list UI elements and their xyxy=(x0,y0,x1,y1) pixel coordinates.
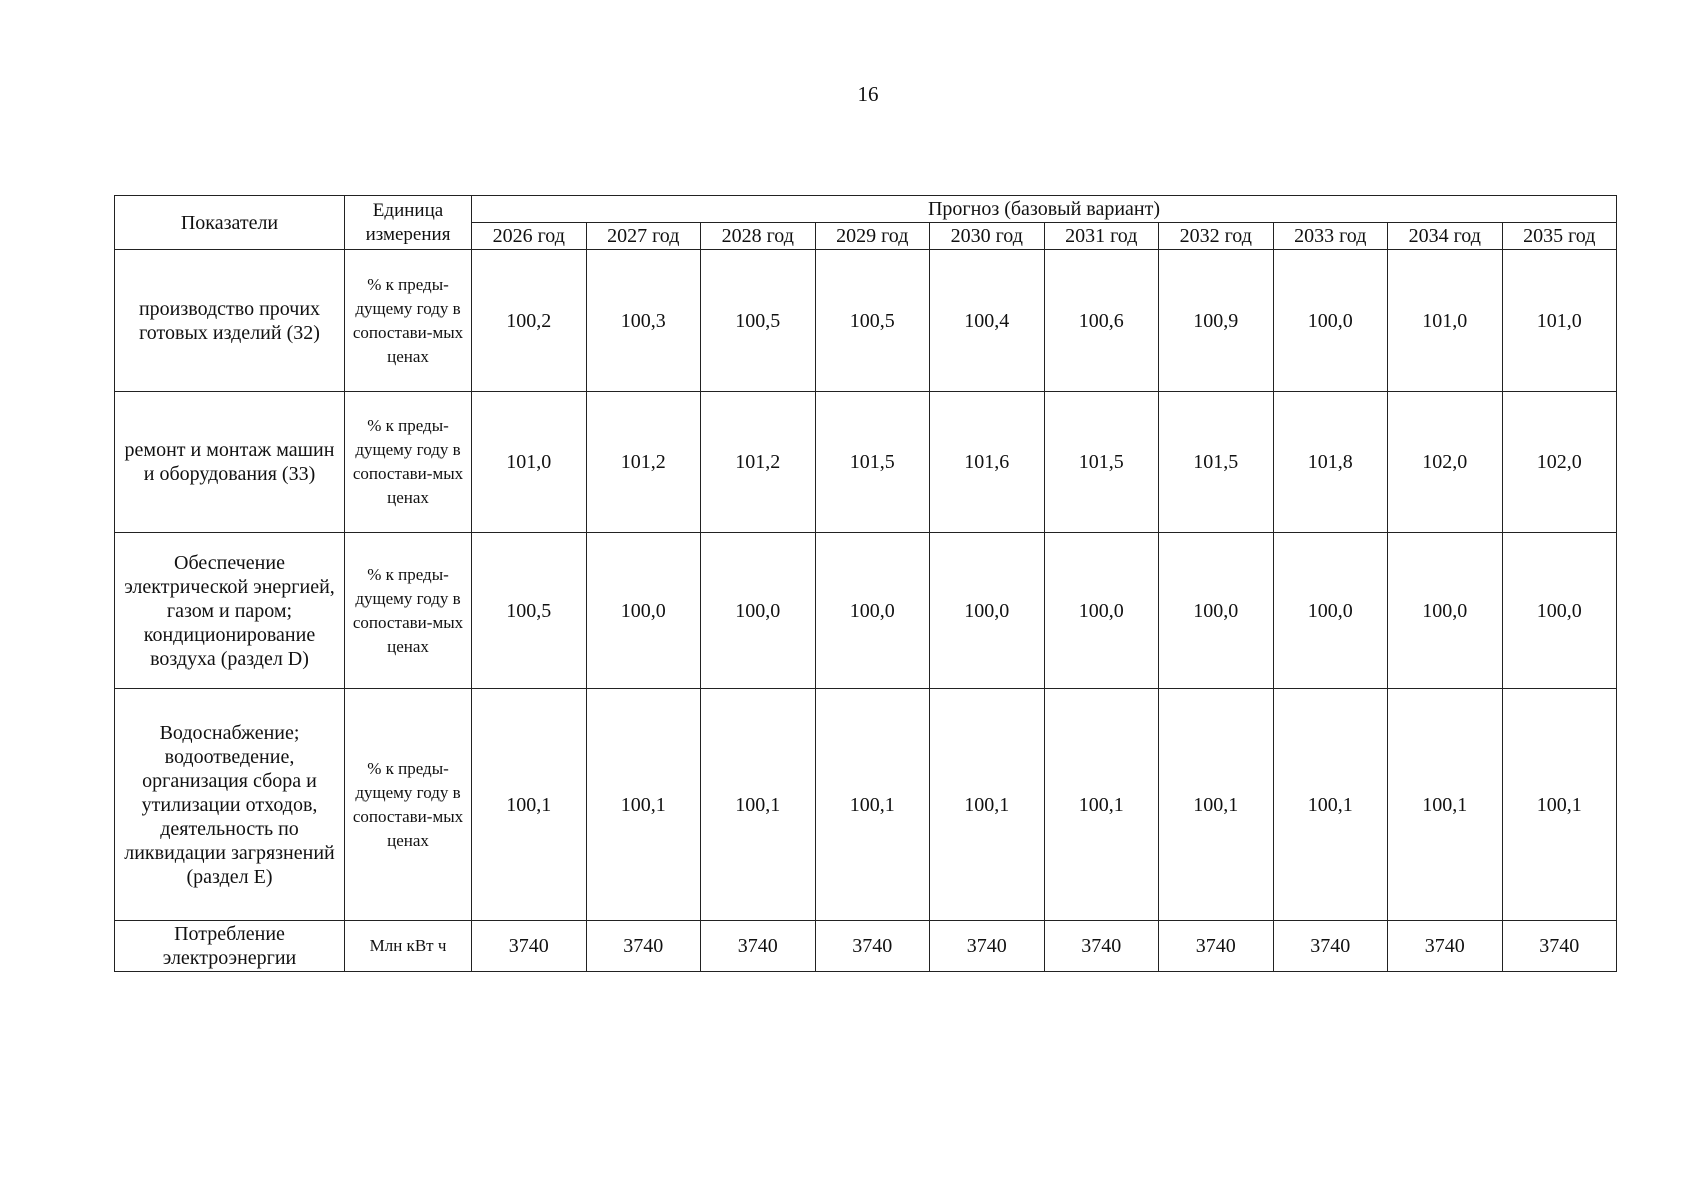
value-cell: 100,5 xyxy=(472,533,587,689)
value-cell: 100,2 xyxy=(472,250,587,392)
unit-cell: % к преды-дущему году в сопостави-мых ценах xyxy=(345,392,472,533)
value-cell: 100,1 xyxy=(586,689,701,921)
value-cell: 100,5 xyxy=(701,250,816,392)
value-cell: 100,0 xyxy=(930,533,1045,689)
value-cell: 101,6 xyxy=(930,392,1045,533)
header-year: 2035 год xyxy=(1502,223,1617,250)
header-indicators: Показатели xyxy=(115,196,345,250)
value-cell: 100,0 xyxy=(701,533,816,689)
value-cell: 100,3 xyxy=(586,250,701,392)
value-cell: 100,1 xyxy=(1502,689,1617,921)
unit-cell: % к преды-дущему году в сопостави-мых ценах xyxy=(345,533,472,689)
value-cell: 3740 xyxy=(930,921,1045,972)
value-cell: 100,1 xyxy=(1273,689,1388,921)
value-cell: 3740 xyxy=(1273,921,1388,972)
header-year: 2034 год xyxy=(1388,223,1503,250)
value-cell: 3740 xyxy=(586,921,701,972)
table-row xyxy=(115,921,1617,972)
value-cell: 100,1 xyxy=(930,689,1045,921)
indicator-cell: ремонт и монтаж машин и оборудования (33) xyxy=(115,392,345,533)
header-year: 2028 год xyxy=(701,223,816,250)
value-cell: 101,5 xyxy=(1044,392,1159,533)
value-cell: 101,0 xyxy=(1388,250,1503,392)
value-cell: 100,0 xyxy=(1044,533,1159,689)
value-cell: 101,0 xyxy=(1502,250,1617,392)
value-cell: 3740 xyxy=(701,921,816,972)
header-unit: Единица измерения xyxy=(345,196,472,250)
value-cell: 101,2 xyxy=(701,392,816,533)
value-cell: 101,5 xyxy=(815,392,930,533)
value-cell: 100,0 xyxy=(815,533,930,689)
value-cell: 102,0 xyxy=(1502,392,1617,533)
table-row xyxy=(115,250,1617,392)
value-cell: 100,0 xyxy=(1388,533,1503,689)
value-cell: 100,1 xyxy=(472,689,587,921)
value-cell: 100,1 xyxy=(1044,689,1159,921)
header-year: 2027 год xyxy=(586,223,701,250)
value-cell: 101,2 xyxy=(586,392,701,533)
value-cell: 100,0 xyxy=(586,533,701,689)
value-cell: 100,4 xyxy=(930,250,1045,392)
value-cell: 3740 xyxy=(472,921,587,972)
header-year: 2032 год xyxy=(1159,223,1274,250)
value-cell: 3740 xyxy=(815,921,930,972)
value-cell: 3740 xyxy=(1044,921,1159,972)
header-year: 2030 год xyxy=(930,223,1045,250)
indicator-cell: Водоснабжение; водоотведение, организация сбора и утилизации отходов, деятельность по ликвидации загрязнений (раздел E) xyxy=(115,689,345,921)
value-cell: 100,1 xyxy=(1159,689,1274,921)
table-row xyxy=(115,392,1617,533)
value-cell: 100,0 xyxy=(1273,250,1388,392)
value-cell: 101,5 xyxy=(1159,392,1274,533)
value-cell: 3740 xyxy=(1159,921,1274,972)
value-cell: 101,8 xyxy=(1273,392,1388,533)
header-forecast: Прогноз (базовый вариант) xyxy=(472,196,1617,223)
value-cell: 100,5 xyxy=(815,250,930,392)
value-cell: 100,1 xyxy=(815,689,930,921)
table-body xyxy=(115,250,1617,972)
indicator-cell: Обеспечение электрической энергией, газом и паром; кондиционирование воздуха (раздел D) xyxy=(115,533,345,689)
value-cell: 101,0 xyxy=(472,392,587,533)
value-cell: 3740 xyxy=(1388,921,1503,972)
value-cell: 100,6 xyxy=(1044,250,1159,392)
value-cell: 3740 xyxy=(1502,921,1617,972)
value-cell: 100,0 xyxy=(1273,533,1388,689)
header-year: 2033 год xyxy=(1273,223,1388,250)
indicator-cell: производство прочих готовых изделий (32) xyxy=(115,250,345,392)
header-year: 2029 год xyxy=(815,223,930,250)
page-number: 16 xyxy=(857,82,879,106)
header-year: 2026 год xyxy=(472,223,587,250)
table-row xyxy=(115,533,1617,689)
indicator-cell: Потребление электроэнергии xyxy=(115,921,345,972)
forecast-table xyxy=(114,195,1617,972)
value-cell: 100,9 xyxy=(1159,250,1274,392)
value-cell: 100,1 xyxy=(701,689,816,921)
unit-cell: Млн кВт ч xyxy=(345,921,472,972)
header-year: 2031 год xyxy=(1044,223,1159,250)
unit-cell: % к преды-дущему году в сопостави-мых ценах xyxy=(345,689,472,921)
table-row xyxy=(115,689,1617,921)
value-cell: 100,0 xyxy=(1159,533,1274,689)
value-cell: 100,1 xyxy=(1388,689,1503,921)
value-cell: 100,0 xyxy=(1502,533,1617,689)
unit-cell: % к преды-дущему году в сопостави-мых ценах xyxy=(345,250,472,392)
value-cell: 102,0 xyxy=(1388,392,1503,533)
